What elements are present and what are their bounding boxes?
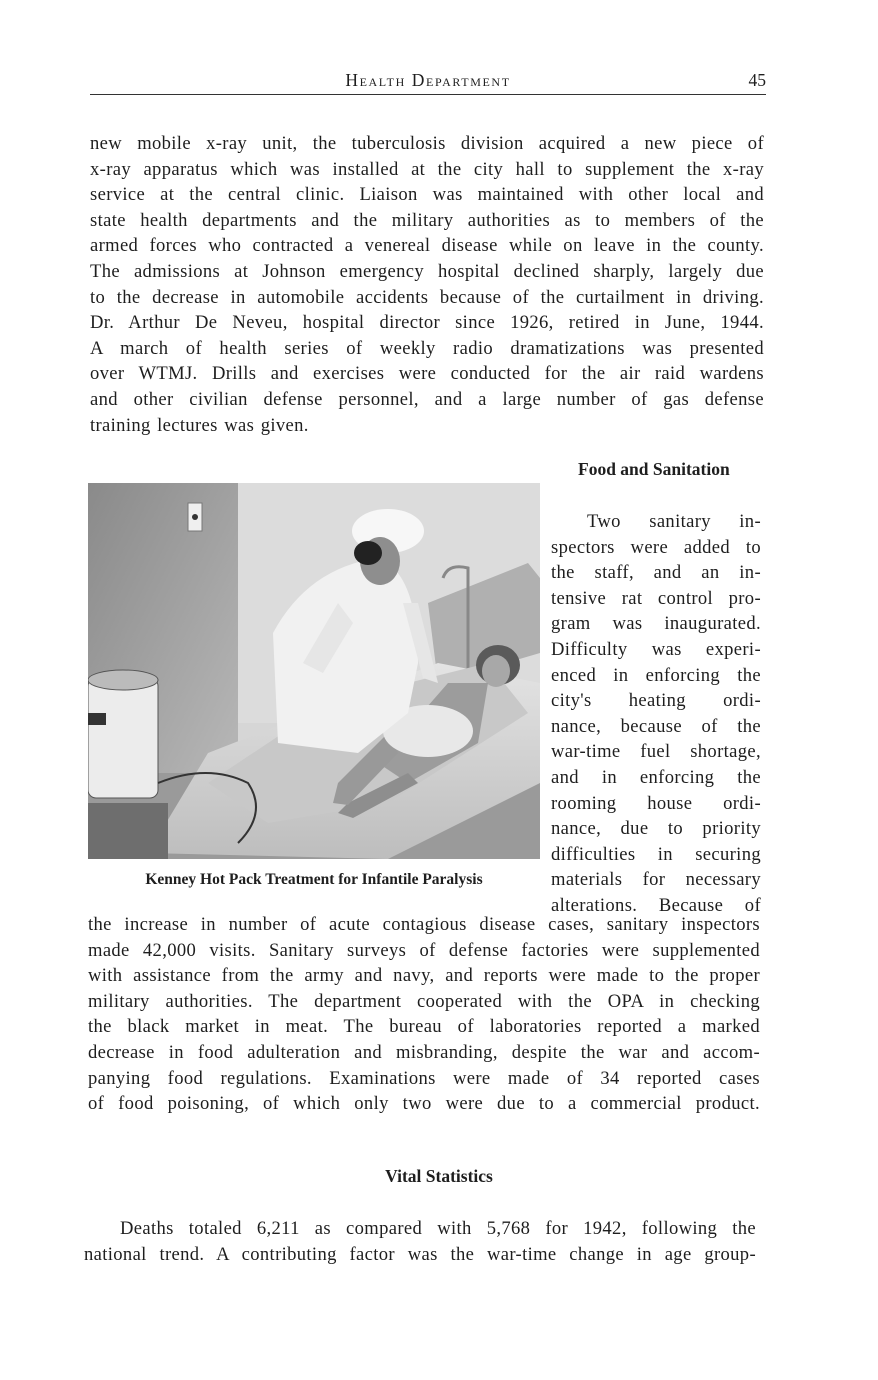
photo-hot-pack-treatment [88, 483, 540, 859]
text-line: A march of health series of weekly radio dramatizations was presented [90, 337, 764, 359]
paragraph-deaths [84, 1216, 756, 1267]
page-number: 45 [748, 70, 766, 90]
text-line: decrease in food adulteration and misbranding, despite the war and accom- [88, 1041, 760, 1063]
text-line: Two sanitary in- [587, 511, 761, 532]
text-line: The admissions at Johnson emergency hospital declined sharply, largely due [90, 260, 764, 282]
text-line: the increase in number of acute contagious disease cases, sanitary inspectors [88, 914, 760, 935]
photo-caption: Kenney Hot Pack Treatment for Infantile Paralysis [145, 871, 483, 888]
paragraph-sanitary-inspectors [551, 509, 761, 919]
text-line: military authorities. The department cooperated with the OPA in checking [88, 990, 760, 1012]
text-line: Deaths totaled 6,211 as compared with 5,768 for 1942, following the [120, 1218, 756, 1239]
text-line: war-time fuel shortage, [551, 741, 761, 763]
text-line: nance, because of the [551, 715, 761, 737]
text-line: training lectures was given. [90, 414, 309, 436]
section-heading-food-sanitation: Food and Sanitation [578, 459, 730, 479]
running-header [90, 70, 766, 95]
text-line: tensive rat control pro- [551, 587, 761, 609]
text-line: the black market in meat. The bureau of laboratories reported a marked [88, 1016, 760, 1038]
text-line: x-ray apparatus which was installed at the city hall to supplement the x-ray [90, 158, 764, 180]
text-line: service at the central clinic. Liaison was maintained with other local and [90, 184, 764, 206]
text-line: armed forces who contracted a venereal disease while on leave in the county. [90, 235, 764, 257]
text-line: panying food regulations. Examinations were made of 34 reported cases [88, 1067, 760, 1089]
text-line: Dr. Arthur De Neveu, hospital director since 1926, retired in June, 1944. [90, 312, 764, 334]
text-line: spectors were added to [551, 536, 761, 558]
text-line: enced in enforcing the [551, 664, 761, 686]
text-line: materials for necessary [551, 869, 761, 891]
text-line: nance, due to priority [551, 818, 761, 840]
text-line: Difficulty was experi- [551, 638, 761, 660]
paragraph-tuberculosis [90, 131, 764, 438]
header-title: Health Department [345, 70, 511, 90]
text-line: gram was inaugurated. [551, 613, 761, 635]
paragraph-sanitary-continued [88, 912, 760, 1117]
text-line: national trend. A contributing factor was the war-time change in age group- [84, 1243, 756, 1265]
text-line: with assistance from the army and navy, and reports were made to the proper [88, 965, 760, 987]
text-line: city's heating ordi- [551, 690, 761, 712]
text-line: alterations. Because of [551, 894, 761, 916]
text-line: and in enforcing the [551, 766, 761, 788]
photo-illustration [88, 483, 540, 859]
text-line: new mobile x-ray unit, the tuberculosis division acquired a new piece of [90, 133, 764, 154]
text-line: state health departments and the military authorities as to members of the [90, 209, 764, 231]
text-line: made 42,000 visits. Sanitary surveys of defense factories were supplemented [88, 939, 760, 961]
text-line: and other civilian defense personnel, and a large number of gas defense [90, 388, 764, 410]
text-line: of food poisoning, of which only two were due to a commercial product. [88, 1093, 760, 1115]
text-line: the staff, and an in- [551, 562, 761, 584]
text-line: to the decrease in automobile accidents because of the curtailment in driving. [90, 286, 764, 308]
text-line: difficulties in securing [551, 843, 761, 865]
section-heading-vital-statistics: Vital Statistics [385, 1166, 493, 1186]
text-line: over WTMJ. Drills and exercises were conducted for the air raid wardens [90, 363, 764, 385]
text-line: rooming house ordi- [551, 792, 761, 814]
